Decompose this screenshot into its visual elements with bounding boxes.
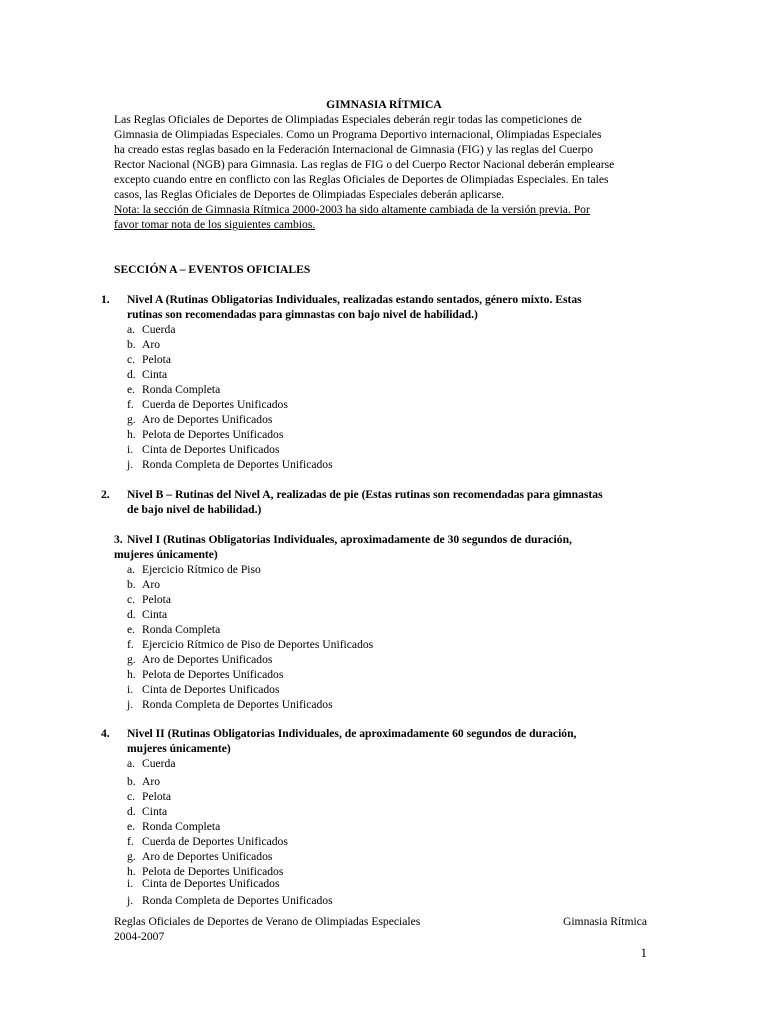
list-item [127,322,654,337]
list-item [127,652,654,667]
event-heading-line: mujeres únicamente) [114,548,218,561]
list-letter: d. [127,805,136,818]
list-item [127,397,654,412]
event-heading [101,726,654,756]
list-item [127,457,654,472]
list-letter: c. [127,353,136,366]
list-letter: e. [127,383,136,396]
list-letter: g. [127,653,136,666]
list-item [127,442,654,457]
list-text: Ronda Completa de Deportes Unificados [142,894,333,907]
event-heading [114,532,654,562]
list-letter: h. [127,865,136,878]
list-item [127,804,654,819]
list-item [127,412,654,427]
list-item [127,893,654,908]
event-number: 3. [114,533,123,546]
list-item [127,352,654,367]
event-sublist [114,322,654,472]
list-item [127,367,654,382]
document-title: GIMNASIA RÍTMICA [326,98,442,111]
intro-line: ha creado estas reglas basado en la Federación Internacional de Gimnasia (FIG) y las reglas del Cuerpo [114,143,594,156]
list-text: Cinta [142,608,168,621]
intro-line: excepto cuando entre en conflicto con las Reglas Oficiales de Deportes de Olimpiadas Especiales. En tales [114,173,609,186]
list-item [127,382,654,397]
event-number: 1. [101,293,110,306]
event-heading [101,292,654,322]
list-letter: h. [127,428,136,441]
event-heading-line: de bajo nivel de habilidad.) [127,503,262,516]
list-letter: j. [127,458,134,471]
list-item [127,876,654,891]
event-item [114,532,654,712]
list-text: Ronda Completa de Deportes Unificados [142,458,333,471]
event-heading-line: Nivel B – Rutinas del Nivel A, realizadas de pie (Estas rutinas son recomendadas para gimnastas [127,488,603,501]
list-letter: f. [127,638,134,651]
page-number: 1 [640,945,647,960]
list-item [127,562,654,577]
list-letter: d. [127,608,136,621]
list-item [127,789,654,804]
list-letter: i. [127,443,134,456]
list-text: Cuerda de Deportes Unificados [142,398,288,411]
list-letter: f. [127,835,134,848]
list-text: Ronda Completa [142,383,221,396]
list-text: Ejercicio Rítmico de Piso [142,563,261,576]
list-item [127,682,654,697]
list-text: Cinta de Deportes Unificados [142,683,280,696]
list-item [127,697,654,712]
intro-line: casos, las Reglas Oficiales de Deportes de Olimpiadas Especiales deberán aplicarse. [114,188,505,201]
list-text: Cinta [142,805,168,818]
event-heading-line: mujeres únicamente) [127,742,231,755]
event-item [101,292,654,472]
list-letter: h. [127,668,136,681]
list-letter: a. [127,323,136,336]
event-number: 4. [101,727,110,740]
list-item [127,622,654,637]
intro-line: Las Reglas Oficiales de Deportes de Olimpiadas Especiales deberán regir todas las competiciones de [114,113,582,126]
intro-paragraph [114,112,654,232]
list-text: Aro [142,775,161,788]
list-text: Aro [142,578,161,591]
note-line: Nota: la sección de Gimnasia Rítmica 2000-2003 ha sido altamente cambiada de la versión previa. Por [114,203,590,216]
list-item [127,607,654,622]
list-item [127,774,654,789]
list-text: Ronda Completa de Deportes Unificados [142,698,333,711]
event-heading-line: Nivel II (Rutinas Obligatorias Individuales, de aproximadamente 60 segundos de duración, [127,727,577,740]
event-heading-line: Nivel I (Rutinas Obligatorias Individuales, aproximadamente de 30 segundos de duración, [127,533,572,546]
list-letter: f. [127,398,134,411]
list-letter: a. [127,757,136,770]
event-number: 2. [101,488,110,501]
list-text: Pelota [142,790,171,803]
list-text: Pelota [142,353,171,366]
list-text: Ronda Completa [142,820,221,833]
intro-line: Rector Nacional (NGB) para Gimnasia. Las reglas de FIG o del Cuerpo Rector Nacional deberán emplearse [114,158,615,171]
list-letter: e. [127,820,136,833]
list-letter: g. [127,850,136,863]
list-letter: a. [127,563,136,576]
list-item [127,637,654,652]
list-text: Pelota de Deportes Unificados [142,428,284,441]
list-text: Cinta de Deportes Unificados [142,877,280,890]
footer-left [114,914,420,944]
list-letter: b. [127,578,136,591]
intro-line: Gimnasia de Olimpiadas Especiales. Como un Programa Deportivo internacional, Olimpiadas Especiales [114,128,602,141]
list-text: Cinta [142,368,168,381]
event-heading-line: Nivel A (Rutinas Obligatorias Individuales, realizadas estando sentados, género mixto. Estas [127,293,582,306]
section-heading: SECCIÓN A – EVENTOS OFICIALES [114,263,311,276]
list-text: Cuerda [142,757,176,770]
list-text: Ejercicio Rítmico de Piso de Deportes Unificados [142,638,374,651]
footer-title: Reglas Oficiales de Deportes de Verano de Olimpiadas Especiales [114,915,421,928]
event-sublist [114,756,654,908]
list-text: Aro de Deportes Unificados [142,413,273,426]
list-item [127,756,654,771]
list-item [127,834,654,849]
list-letter: i. [127,683,134,696]
list-text: Pelota de Deportes Unificados [142,668,284,681]
event-item [101,726,654,908]
list-text: Pelota de Deportes Unificados [142,865,284,878]
list-item [127,667,654,682]
list-text: Aro de Deportes Unificados [142,653,273,666]
list-letter: b. [127,338,136,351]
list-text: Cuerda de Deportes Unificados [142,835,288,848]
list-text: Aro de Deportes Unificados [142,850,273,863]
list-item [127,427,654,442]
list-item [127,592,654,607]
list-letter: e. [127,623,136,636]
list-item [127,849,654,864]
list-item [127,337,654,352]
list-item [127,819,654,834]
event-sublist [114,562,654,712]
list-letter: j. [127,698,134,711]
list-letter: b. [127,775,136,788]
list-item [127,577,654,592]
list-text: Ronda Completa [142,623,221,636]
list-text: Cinta de Deportes Unificados [142,443,280,456]
list-letter: j. [127,894,134,907]
note-line: favor tomar nota de los siguientes cambios. [114,218,316,231]
list-text: Pelota [142,593,171,606]
list-text: Aro [142,338,161,351]
list-letter: d. [127,368,136,381]
list-letter: g. [127,413,136,426]
event-heading-line: rutinas son recomendadas para gimnastas con bajo nivel de habilidad.) [127,308,478,321]
list-letter: c. [127,790,136,803]
event-heading [101,487,654,517]
list-letter: i. [127,877,134,890]
event-item [101,487,654,517]
footer-years: 2004-2007 [114,930,165,943]
list-text: Cuerda [142,323,176,336]
footer-right: Gimnasia Rítmica [562,915,647,928]
list-letter: c. [127,593,136,606]
